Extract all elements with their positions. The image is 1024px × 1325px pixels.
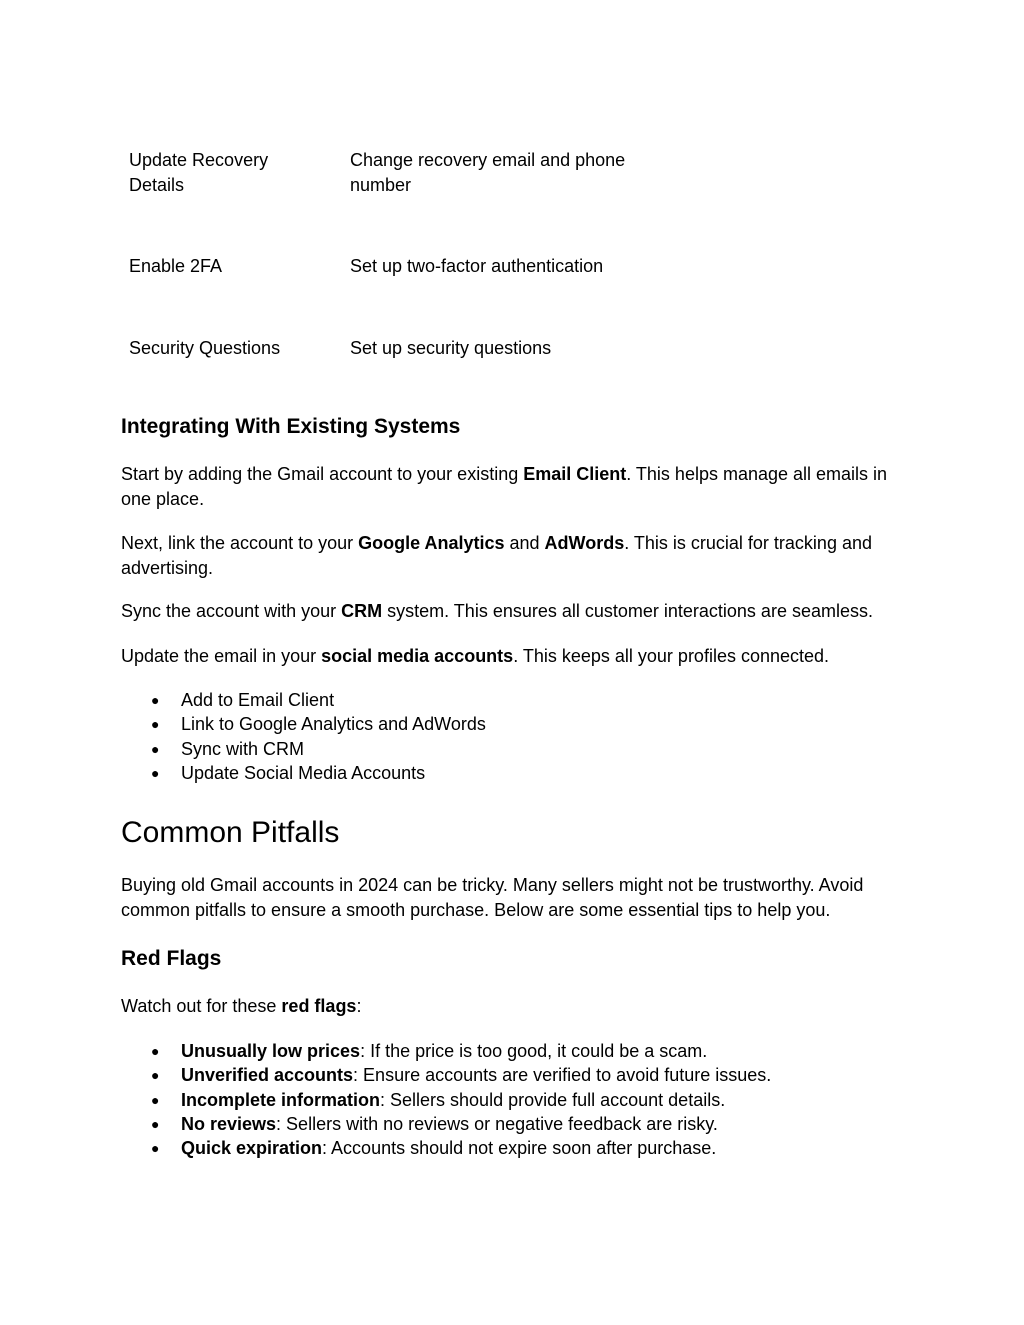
table-cell-description [350, 148, 670, 197]
text-run: Start by adding the Gmail account to your existing [121, 464, 524, 484]
text-run: . This is crucial for tracking and [624, 533, 872, 553]
list-item-text: : Sellers should provide full account details. [380, 1089, 726, 1110]
list-item-term: Quick expiration [181, 1138, 323, 1159]
text-run: Buying old Gmail accounts in 2024 can be tricky. Many sellers might not be trustworthy. Avoid [121, 875, 864, 895]
action-line: Details [129, 174, 185, 195]
bullet-icon: ● [151, 1091, 160, 1108]
list-item-term: Unverified accounts [181, 1065, 354, 1086]
text-run: . This helps manage all emails in [626, 464, 888, 484]
list-item-term: No reviews [181, 1113, 277, 1134]
section-heading-integrating: Integrating With Existing Systems [121, 415, 461, 438]
text-run: . This keeps all your profiles connected. [513, 646, 830, 666]
bold-text: Google Analytics [358, 533, 505, 553]
list-item-text: : Ensure accounts are verified to avoid future issues. [353, 1065, 772, 1086]
list-item-text: Update Social Media Accounts [181, 762, 426, 783]
list-item [121, 1112, 921, 1136]
list-item-text: : Sellers with no reviews or negative feedback are risky. [276, 1113, 718, 1134]
bold-text: CRM [341, 601, 383, 621]
text-run: Update the email in your [121, 646, 322, 666]
list-item [121, 761, 921, 785]
list-item [121, 712, 921, 736]
text-run: Next, link the account to your [121, 533, 359, 553]
text-run: system. This ensures all customer interactions are seamless. [382, 601, 873, 621]
list-item-text: Link to Google Analytics and AdWords [181, 714, 486, 735]
table-cell-action: Security Questions [129, 338, 281, 358]
paragraph-red-flags-intro [121, 994, 921, 1019]
list-item [121, 1088, 921, 1112]
section-heading-red-flags: Red Flags [121, 947, 222, 970]
paragraph-analytics [121, 531, 921, 580]
bold-text: AdWords [544, 533, 625, 553]
bullet-icon: ● [151, 1140, 160, 1157]
integration-checklist [121, 688, 921, 785]
paragraph-crm [121, 599, 921, 624]
bullet-icon: ● [151, 1067, 160, 1084]
text-run: and [504, 533, 545, 553]
section-heading-common-pitfalls: Common Pitfalls [121, 816, 340, 849]
action-line: Update Recovery [129, 150, 269, 170]
list-item-term: Unusually low prices [181, 1041, 361, 1061]
security-settings-table [129, 148, 689, 358]
table-cell-action: Enable 2FA [129, 256, 223, 276]
table-cell-action [129, 148, 329, 197]
description-line: number [350, 174, 412, 195]
list-item-text: Add to Email Client [181, 690, 335, 710]
list-item [121, 737, 921, 761]
bullet-icon: ● [151, 692, 160, 708]
list-item [121, 688, 921, 712]
paragraph-email-client [121, 462, 921, 511]
list-item-text: : If the price is too good, it could be a scam. [360, 1041, 708, 1061]
bullet-icon: ● [151, 764, 160, 781]
list-item [121, 1063, 921, 1087]
paragraph-social-media [121, 644, 921, 669]
list-item-text: Sync with CRM [181, 738, 305, 759]
list-item [121, 1136, 921, 1160]
paragraph-pitfalls-intro [121, 873, 921, 922]
bullet-icon: ● [151, 1043, 160, 1059]
list-item [121, 1039, 921, 1063]
text-run: advertising. [121, 557, 214, 578]
table-row [129, 148, 689, 197]
text-run: Sync the account with your [121, 601, 342, 621]
bold-text: Email Client [523, 464, 627, 484]
bullet-icon: ● [151, 1115, 160, 1132]
text-run: one place. [121, 488, 205, 509]
red-flags-list [121, 1039, 921, 1160]
text-run: common pitfalls to ensure a smooth purchase. Below are some essential tips to help you. [121, 899, 831, 920]
list-item-term: Incomplete information [181, 1089, 381, 1110]
table-cell-description: Set up two-factor authentication [350, 256, 604, 276]
description-line: Change recovery email and phone [350, 150, 626, 170]
bullet-icon: ● [151, 740, 160, 757]
text-run: Watch out for these [121, 996, 282, 1016]
bold-text: social media accounts [321, 646, 514, 666]
text-run: : [356, 996, 362, 1016]
list-item-text: : Accounts should not expire soon after purchase. [322, 1138, 717, 1159]
table-cell-description: Set up security questions [350, 338, 552, 358]
bullet-icon: ● [151, 716, 160, 733]
bold-text: red flags [281, 996, 357, 1016]
